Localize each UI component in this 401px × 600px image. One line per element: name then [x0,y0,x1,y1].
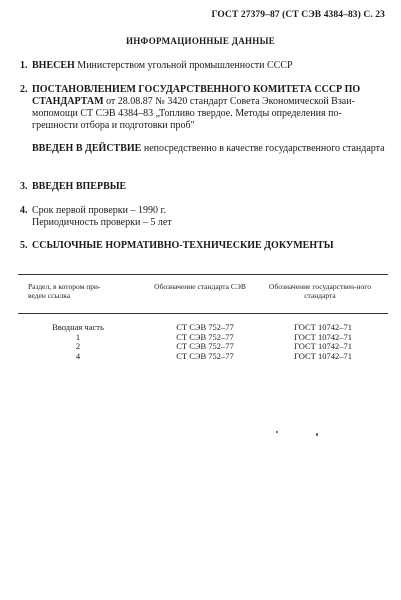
cell-section: 4 [75,350,81,361]
table-top-rule [18,274,388,275]
item-text-2: Периодичность проверки – 5 лет [32,217,172,228]
item-line-3: мопомощи СТ СЭВ 4384–83 „Топливо твердое. Методы определения по- [32,108,342,119]
cell-gost: ГОСТ 10742–71 [294,350,352,361]
section-title: ИНФОРМАЦИОННЫЕ ДАННЫЕ [125,36,276,46]
cell-section: Вводная часть [52,322,104,332]
cell-sev: СТ СЭВ 752–77 [176,341,234,351]
item-number: 3. [20,181,28,192]
scan-speck [316,433,318,436]
item-2 [20,84,386,132]
intro-paragraph [32,143,386,155]
item-lead-cont: СТАНДАРТАМ [32,96,104,107]
cell-section: 1 [75,331,81,342]
item-text: Срок первой проверки – 1990 г. [32,205,166,216]
cell-gost: ГОСТ 10742–71 [294,341,352,351]
item-1 [20,60,386,72]
cell-gost: ГОСТ 10742–71 [294,322,352,332]
table-body [18,323,388,361]
cell-sev: СТ СЭВ 752–77 [176,322,234,332]
item-number: 1. [20,60,28,71]
item-text: Министерством угольной промышленности СССР [74,60,293,71]
scan-speck [276,431,278,433]
item-number: 5. [20,240,28,251]
cell-sev: СТ СЭВ 752–77 [176,331,234,342]
item-5 [20,240,386,252]
table-header-gost: Обозначение государствен-ного стандарта [269,282,371,300]
cell-section: 2 [75,341,81,351]
item-line-2 [20,96,386,108]
item-number: 4. [20,205,28,216]
item-text: от 28.08.87 № 3420 стандарт Совета Экономической Взаи- [103,96,355,107]
item-lead: ВВЕДЕН ВПЕРВЫЕ [32,181,127,192]
item-lead: ПОСТАНОВЛЕНИЕМ ГОСУДАРСТВЕННОГО КОМИТЕТА СССР ПО [32,84,361,95]
intro-lead: ВВЕДЕН В ДЕЙСТВИЕ [32,143,142,154]
item-lead: ССЫЛОЧНЫЕ НОРМАТИВНО-ТЕХНИЧЕСКИЕ ДОКУМЕНТЫ [32,240,334,251]
page-header: ГОСТ 27379–87 (СТ СЭВ 4384–83) С. 23 [211,10,385,20]
table-header-rule [18,313,388,314]
table-header-sev: Обозначение стандарта СЭВ [154,282,246,291]
intro-text: непосредственно в качестве государственного стандарта [141,143,385,154]
table-header-section: Раздел, в котором при-веден ссылка [28,282,101,300]
cell-sev: СТ СЭВ 752–77 [176,350,234,361]
item-line-1 [20,84,386,96]
table-row [18,352,388,362]
item-lead: ВНЕСЕН [32,60,75,71]
item-4 [20,205,386,229]
item-3 [20,181,386,193]
item-number: 2. [20,84,28,95]
item-line-4: грешности отбора и подготовки проб" [32,120,195,131]
cell-gost: ГОСТ 10742–71 [294,331,352,342]
